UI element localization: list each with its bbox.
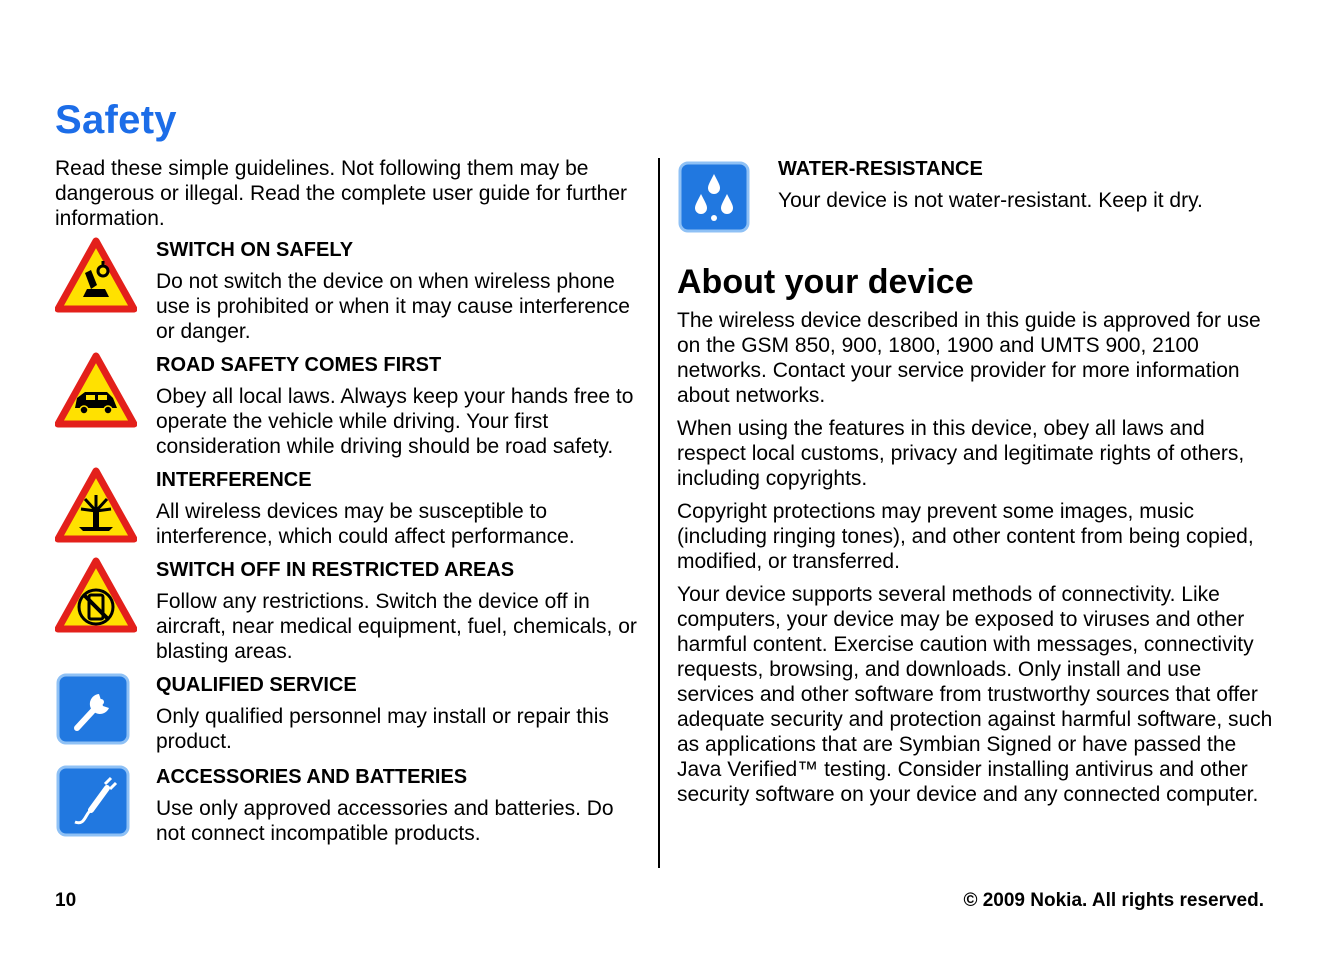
page-title: Safety (55, 98, 177, 142)
item-title: ACCESSORIES AND BATTERIES (156, 766, 468, 788)
safety-item-switch-on (55, 237, 645, 344)
item-text: Obey all local laws. Always keep your hands free to operate the vehicle while driving. Your first consideration while driving should be road safety. (156, 385, 634, 458)
item-title: SWITCH OFF IN RESTRICTED AREAS (156, 559, 515, 581)
safety-item-road-safety (55, 352, 645, 459)
item-title: ROAD SAFETY COMES FIRST (156, 354, 442, 376)
about-paragraph: The wireless device described in this guide is approved for use on the GSM 850, 900, 1800, 1900 and UMTS 900, 2100 networks. Contact your service provider for more information about networks. (677, 309, 1261, 407)
safety-column (55, 156, 645, 856)
column-divider (658, 158, 660, 868)
intro-text: Read these simple guidelines. Not following them may be dangerous or illegal. Read the complete user guide for further information. (55, 157, 628, 230)
item-text: Do not switch the device on when wireless phone use is prohibited or when it may cause interference or danger. (156, 270, 630, 343)
right-column (677, 156, 1277, 815)
about-paragraph: Your device supports several methods of connectivity. Like computers, your device may be exposed to viruses and other harmful content. Exercise caution with messages, connectivity requests, browsing, and downloads. Only install and use services and other software from trustworthy sources that offer adequate security and protection against harmful software, such as applications that are Symbian Signed or have passed the Java Verified™ testing. Consider installing antivirus and other security software on your device and any connected computer. (677, 583, 1273, 806)
item-text: Only qualified personnel may install or repair this product. (156, 705, 609, 753)
safety-item-qualified-service (55, 672, 645, 756)
safety-item-restricted-areas (55, 557, 645, 664)
safety-item-water-resistance (677, 156, 1277, 236)
item-text: Follow any restrictions. Switch the device off in aircraft, near medical equipment, fuel, chemicals, or blasting areas. (156, 590, 637, 663)
item-title: INTERFERENCE (156, 469, 312, 491)
item-title: WATER-RESISTANCE (778, 158, 983, 180)
item-title: SWITCH ON SAFELY (156, 239, 354, 261)
no-phone-icon (55, 557, 137, 633)
section-title: About your device (677, 263, 974, 301)
safety-item-accessories (55, 764, 645, 848)
item-text: Your device is not water-resistant. Keep it dry. (778, 189, 1203, 212)
safety-item-interference (55, 467, 645, 549)
wrench-icon (55, 672, 137, 748)
item-text: All wireless devices may be susceptible to interference, which could affect performance. (156, 500, 575, 548)
interference-icon (55, 467, 137, 543)
page-number: 10 (55, 890, 77, 911)
switch-on-hand-icon (55, 237, 137, 313)
about-paragraph: Copyright protections may prevent some images, music (including ringing tones), and other content from being copied, modified, or transferred. (677, 500, 1254, 573)
item-title: QUALIFIED SERVICE (156, 674, 357, 696)
car-icon (55, 352, 137, 428)
item-text: Use only approved accessories and batteries. Do not connect incompatible products. (156, 797, 614, 845)
copyright-notice: © 2009 Nokia. All rights reserved. (963, 890, 1264, 911)
water-drops-icon (677, 160, 751, 234)
about-paragraph: When using the features in this device, obey all laws and respect local customs, privacy and legitimate rights of others, including copyrights. (677, 417, 1245, 490)
battery-plug-icon (55, 764, 137, 840)
